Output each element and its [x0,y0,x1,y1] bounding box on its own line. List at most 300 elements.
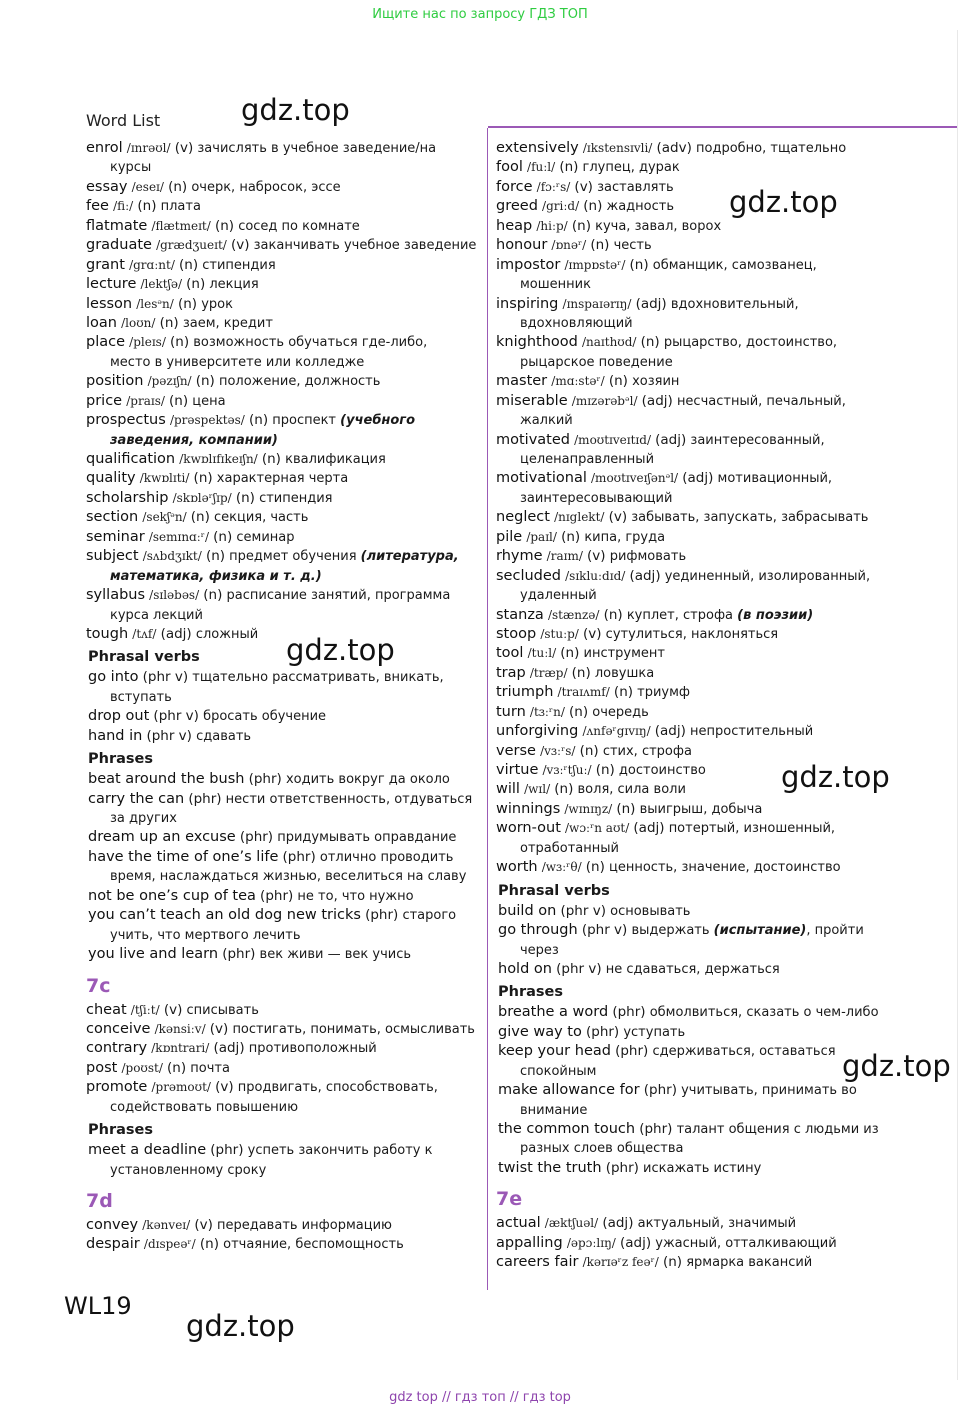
part-of-speech: (v) [583,625,602,642]
transcription: /dɪspeəʳ/ [143,1237,196,1252]
definition-note: (литература, [360,549,459,565]
part-of-speech: (n) [640,334,660,351]
word-entry [86,707,481,726]
word-entry [496,1003,956,1022]
transcription: /ɪnspaɪərɪŋ/ [562,296,632,311]
part-of-speech: (adj) [641,392,673,409]
word-entry [496,178,956,197]
transcription: /sɪkluːdɪd/ [565,568,626,583]
definition: обмолвиться, сказать о чем-либо [649,1005,879,1021]
headword: honour [496,237,548,254]
headword: contrary [86,1040,148,1057]
part-of-speech: (n) [168,178,188,195]
word-entry [86,333,481,352]
definition: подробно, тщательно [696,141,847,156]
transcription: /sʌbdʒɪkt/ [142,549,202,564]
transcription: /ɪkstensɪvli/ [582,141,653,155]
transcription: /kwɒlɪti/ [139,471,190,486]
part-of-speech: (phr) [639,1121,673,1137]
definition-continuation [86,431,481,450]
unit-heading: 7d [86,1190,113,1212]
part-of-speech: (phr) [210,1142,244,1159]
definition: забывать, запускать, забрасывать [631,510,869,526]
watermark: gdz.top [781,760,890,794]
word-entry [86,139,481,158]
definition: актуальный, значимый [637,1216,797,1232]
definition: секция, часть [214,510,309,526]
part-of-speech: (n) [186,276,206,293]
headword: virtue [496,762,539,778]
part-of-speech: (n) [569,703,589,720]
headword: triumph [496,684,554,701]
definition-note: (испытание) [713,923,807,939]
word-entry [86,1001,481,1020]
headword: fee [86,198,109,215]
definition-continuation [496,1139,956,1158]
definition: сложный [195,626,259,642]
part-of-speech: (n) [579,742,599,759]
headword: rhyme [496,548,543,565]
part-of-speech: (phr) [239,829,274,846]
definition: за других [110,811,177,826]
definition: заинтересовывающий [520,490,673,506]
definition: стипендия [259,490,333,506]
definition: уединенный, изолированный, [664,568,871,584]
definition-continuation [86,606,481,625]
headword: fool [496,159,523,176]
definition: жалкий [520,413,573,429]
transcription: /tɜːʳn/ [529,704,565,719]
definition: сдавать [196,728,252,744]
headword: dream up an excuse [88,829,236,846]
word-entry [496,902,956,921]
headword: you live and learn [88,946,219,963]
part-of-speech: (phr v) [142,669,189,686]
headword: force [496,178,533,195]
transcription: /tʃiːt/ [130,1002,160,1017]
definition-continuation [86,158,481,177]
transcription: /flætmeɪt/ [151,218,211,233]
headword: go into [88,669,139,686]
headword: quality [86,470,136,487]
page-number: WL19 [64,1292,132,1320]
transcription: /poʊst/ [121,1060,163,1075]
headword: heap [496,217,533,234]
transcription: /ɒnəʳ/ [551,238,587,253]
headword: subject [86,548,139,565]
word-entry [496,1253,956,1272]
headword: enrol [86,140,123,156]
definition: урок [201,296,233,312]
word-entry [86,275,481,294]
word-entry [496,1023,956,1042]
word-entry [496,1159,956,1178]
definition-continuation [496,586,956,605]
definition-continuation [496,839,956,858]
definition-continuation [496,353,956,372]
word-entry [496,819,956,838]
part-of-speech: (v) [587,548,606,565]
definition: заем, кредит [182,315,273,331]
part-of-speech: (v) [230,237,250,254]
part-of-speech: (phr v) [153,708,199,725]
part-of-speech: (v) [163,1001,183,1018]
definition: придумывать оправдание [277,830,457,846]
part-of-speech: (adj) [654,723,686,740]
definition-note: (в поэзии) [737,607,814,623]
transcription: /moʊtɪveɪtɪd/ [574,432,651,447]
word-entry [496,921,956,940]
transcription: /wɪl/ [524,782,551,797]
headword: cheat [86,1001,127,1018]
definition: сосед по комнате [238,218,360,234]
transcription: /kwɒlɪfɪkeɪʃn/ [179,452,258,466]
headword: trap [496,664,526,681]
headword: secluded [496,567,561,584]
definition: обманщик, самозванец, [652,257,817,273]
transcription: /lesᵊn/ [136,296,174,311]
word-entry [86,1235,481,1254]
part-of-speech: (n) [560,645,580,662]
transcription: /kɒntrari/ [151,1041,210,1056]
part-of-speech: (phr v) [560,902,606,919]
headword: twist the truth [498,1159,602,1176]
headword: meet a deadline [88,1142,207,1159]
footer-links[interactable]: gdz top // гдз топ // гдз top [389,1390,571,1405]
word-entry [86,236,481,255]
definition: предмет обучения [229,549,357,565]
definition: заставлять [597,179,674,195]
part-of-speech: (phr) [248,771,282,788]
transcription: /fɔːʳs/ [536,179,571,194]
transcription: /skɒləʳʃɪp/ [172,490,232,505]
word-entry [496,508,956,527]
definition-continuation [86,1161,481,1180]
definition: плата [160,199,201,215]
word-entry [86,586,481,605]
part-of-speech: (v) [209,1020,229,1037]
part-of-speech: (n) [205,548,226,565]
word-entry [496,722,956,741]
part-of-speech: (adj) [602,1215,634,1232]
part-of-speech: (adj) [682,470,714,487]
word-entry [86,887,481,906]
part-of-speech: (v) [194,1217,213,1233]
word-entry [496,139,956,158]
word-entry [496,469,956,488]
definition: установленному сроку [110,1162,267,1178]
definition: отработанный [520,840,619,856]
headword: master [496,373,548,390]
definition-continuation [496,275,956,294]
part-of-speech: (n) [554,781,574,798]
word-entry [86,411,481,430]
definition: курса лекций [110,607,203,623]
definition: квалификация [285,452,386,467]
transcription: /semɪnɑːʳ/ [148,529,209,544]
part-of-speech: (n) [616,800,636,817]
headword: qualification [86,451,176,467]
word-entry [86,770,481,789]
part-of-speech: (n) [249,412,269,429]
part-of-speech: (v) [574,178,593,195]
definition: выигрыш, добыча [639,801,763,817]
definition: передавать информацию [216,1218,392,1233]
definition: удаленный [520,588,597,604]
part-of-speech: (phr) [365,907,399,924]
definition: отчаяние, беспомощность [223,1237,404,1253]
headword: convey [86,1217,139,1233]
word-entry [86,547,481,566]
word-entry [86,314,481,333]
word-entry [496,256,956,275]
word-entry [86,197,481,216]
part-of-speech: (adv) [656,140,692,156]
word-entry [86,727,481,746]
transcription: /grædʒueɪt/ [156,238,227,253]
part-of-speech: (n) [603,606,623,623]
part-of-speech: (phr) [605,1159,639,1176]
word-entry [86,1216,481,1235]
definition-continuation [86,567,481,586]
part-of-speech: (n) [571,217,591,234]
word-entry [86,790,481,809]
transcription: /kənveɪ/ [142,1218,191,1232]
definition: не то, что нужно [297,888,414,904]
definition: куплет, строфа [626,607,734,623]
word-entry [86,1141,481,1160]
headword: tool [496,645,524,662]
part-of-speech: (n) [214,217,235,234]
definition: воля, сила воли [577,782,686,798]
transcription: /tuːl/ [527,646,557,661]
definition: жадность [606,199,675,215]
definition: рифмовать [609,549,687,565]
part-of-speech: (phr) [615,1043,649,1060]
headword: syllabus [86,587,146,604]
word-entry [496,703,956,722]
part-of-speech: (adj) [213,1040,245,1057]
word-entry [496,547,956,566]
definition: содействовать повышению [110,1099,299,1115]
definition-continuation [496,489,956,508]
headword: beat around the bush [88,771,245,788]
transcription: /prəspektəs/ [169,413,245,428]
headword: promote [86,1079,148,1096]
definition: вступать [110,689,172,705]
headword: lesson [86,295,133,312]
page-edge [957,30,958,1380]
transcription: /hiːp/ [536,218,568,233]
headword: not be one’s cup of tea [88,887,256,904]
part-of-speech: (phr) [585,1023,620,1040]
transcription: /kərɪəʳz feəʳ/ [582,1255,659,1270]
definition: достоинство [618,763,706,778]
definition: спокойным [520,1063,597,1079]
part-of-speech: (phr) [612,1004,646,1021]
transcription: /moʊtɪveɪʃənᵊl/ [591,471,679,486]
watermark: gdz.top [186,1309,295,1343]
definition: очерк, набросок, эссе [191,179,341,195]
headword: stanza [496,606,544,623]
word-entry [496,664,956,683]
definition: куча, завал, ворох [595,218,722,234]
definition: кипа, груда [584,529,666,545]
part-of-speech: (phr) [282,848,316,865]
word-entry [496,858,956,877]
definition: внимание [520,1102,588,1118]
definition: вдохновительный, [670,296,799,312]
word-entry [86,828,481,847]
word-entry [86,1039,481,1058]
transcription: /lektʃə/ [140,277,182,292]
column-divider [487,128,488,1290]
headword: stoop [496,625,537,642]
part-of-speech: (n) [235,489,255,506]
headword: pile [496,528,523,545]
definition: честь [613,238,652,254]
headword: prospectus [86,412,166,429]
transcription: /pleɪs/ [129,335,166,350]
word-entry [496,528,956,547]
transcription: /eseɪ/ [131,179,164,194]
transcription: /əpɔːlɪŋ/ [566,1235,616,1250]
definition-note: заведения, компании) [110,432,278,448]
word-list-right-column [496,139,956,1273]
word-entry [496,295,956,314]
transcription: /fiː/ [113,199,134,214]
part-of-speech: (adj) [633,820,665,837]
definition: талант общения с людьми из [676,1122,879,1137]
definition: потертый, изношенный, [668,821,836,837]
definition: списывать [186,1002,259,1018]
transcription: /kənsiːv/ [154,1021,206,1036]
section-subheading: Phrases [88,1122,153,1139]
transcription: /mɑːstəʳ/ [551,374,605,389]
headword: you can’t teach an old dog new tricks [88,907,361,924]
transcription: /grɑːnt/ [129,257,175,272]
part-of-speech: (phr) [260,887,294,904]
definition: расписание занятий, программа [226,588,451,604]
unit-heading: 7e [496,1188,523,1211]
definition: почта [190,1060,230,1076]
transcription: /paɪl/ [526,529,557,544]
word-entry [496,236,956,255]
word-entry [86,489,481,508]
definition-continuation [496,314,956,333]
part-of-speech: (n) [167,1059,187,1076]
definition: очередь [592,704,649,720]
part-of-speech: (n) [590,237,610,254]
definition: противоположный [248,1041,377,1057]
headword: turn [496,703,526,720]
part-of-speech: (phr v) [581,922,628,939]
transcription: /pəzɪʃn/ [147,374,192,389]
word-entry [496,644,956,663]
word-entry [86,625,481,644]
transcription: /wɪnɪŋz/ [564,801,613,816]
headword: grant [86,256,125,273]
word-entry [86,295,481,314]
definition: ценность, значение, достоинство [609,860,841,876]
headword: post [86,1059,118,1076]
transcription: /sekʃᵊn/ [142,510,187,525]
definition: курсы [110,160,152,176]
definition: характерная черта [216,471,349,487]
section-subheading: Phrasal verbs [498,882,610,899]
definition-continuation [86,867,481,886]
definition: заканчивать учебное заведение [253,238,477,254]
part-of-speech: (adj) [620,1234,652,1251]
definition: положение, должность [218,374,381,390]
part-of-speech: (n) [595,762,615,778]
definition-continuation [496,411,956,430]
part-of-speech: (n) [583,198,603,215]
headword: position [86,373,144,390]
word-entry [86,668,481,687]
definition: инструмент [583,646,666,662]
definition: успеть закончить работу к [247,1143,433,1159]
headword: graduate [86,237,152,254]
headword: essay [86,178,128,195]
part-of-speech: (n) [199,1236,219,1253]
top-banner: Ищите нас по запросу ГДЗ ТОП [372,7,588,22]
definition: ужасный, отталкивающий [655,1235,837,1251]
word-entry [86,508,481,527]
watermark: gdz.top [729,185,838,219]
transcription: /mɪzərəbᵊl/ [571,393,638,408]
headword: price [86,392,123,409]
definition: семинар [236,529,295,545]
word-entry [86,217,481,236]
definition: учитывать, принимать во [681,1083,857,1099]
part-of-speech: (n) [195,373,215,390]
page-title: Word List [86,111,161,130]
word-entry [86,450,481,469]
part-of-speech: (n) [190,509,210,526]
word-entry [86,1078,481,1097]
definition: уступать [623,1024,686,1040]
word-entry [86,528,481,547]
word-entry [86,848,481,867]
headword: motivated [496,431,570,448]
word-entry [496,567,956,586]
headword: flatmate [86,217,148,234]
headword: worth [496,859,538,876]
definition-continuation [86,353,481,372]
headword: breathe a word [498,1004,609,1021]
definition: разных слоев общества [520,1141,684,1157]
headword: actual [496,1215,541,1232]
definition: непростительный [690,724,814,740]
transcription: /træp/ [529,665,568,680]
watermark: gdz.top [241,93,350,127]
definition: ярмарка вакансий [686,1255,813,1271]
definition: постигать, понимать, осмысливать [232,1021,475,1037]
part-of-speech: (n) [261,451,281,467]
word-entry [496,625,956,644]
word-entry [86,372,481,391]
definition: стипендия [202,257,276,273]
word-entry [86,906,481,925]
part-of-speech: (phr v) [146,727,192,744]
transcription: /vɜːʳtʃuː/ [542,763,592,777]
definition: рыцарство, достоинство, [663,335,838,351]
definition: нести ответственность, отдуваться [225,791,473,807]
transcription: /tʌf/ [132,626,157,641]
transcription: /ɪnrəʊl/ [126,141,171,155]
headword: despair [86,1236,140,1253]
